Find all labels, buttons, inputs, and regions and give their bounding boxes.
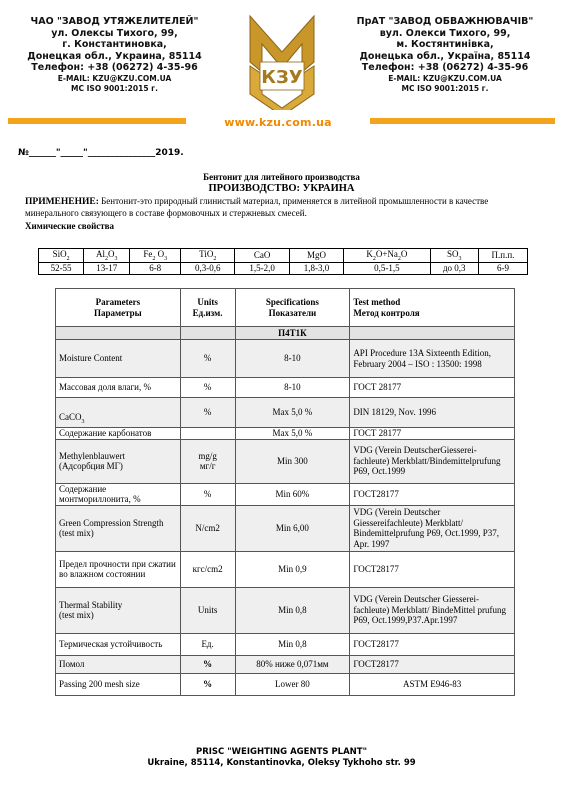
row-unit: % [180,398,235,428]
chem-header-row [39,249,528,263]
row-unit: кгс/cm2 [180,551,235,587]
row-unit [180,428,235,440]
specifications-table [55,288,515,696]
company-email-ua: E-MAIL: KZU@KZU.COM.UA [388,73,502,83]
row-method: ASTM E946-83 [350,673,515,695]
chem-properties-heading: Химические свойства [25,221,115,231]
grade-label: П4Т1К [235,327,350,340]
company-logo [246,10,318,110]
row-param: Термическая устойчивость [56,633,181,655]
row-method: ГОСТ 28177 [350,428,515,440]
row-method: VDG (Verein Deutscher Giesserei-fachleute) Merkblatt/ BindeMittel prufung P69, Oct.1999,P37.Apr.1997 [350,587,515,633]
company-street-ru: ул. Олексы Тихого, 99, [51,27,178,39]
header-left-company-block [2,16,227,94]
row-value: Min 0,8 [235,633,350,655]
chem-header-loi: П.п.п. [478,249,527,263]
row-param: CaCO$_3$ [56,398,181,428]
chem-header-k2o-na2o: $K_2O+Na_2O$ [344,249,430,263]
chem-header-cao: CaO [235,249,289,263]
chem-value: 0,5-1,5 [344,262,430,274]
orange-divider-left [8,118,186,124]
header-parameters: Parameters Параметры [56,289,181,327]
row-method: API Procedure 13A Sixteenth Edition, February 2004 – ISO : 13500: 1998 [350,340,515,378]
chem-value: 6-8 [130,262,181,274]
row-param: Moisture Content [56,340,181,378]
footer-address: Ukraine, 85114, Konstantinovka, Oleksy Tykhoho str. 99 [147,758,416,768]
row-method: VDG (Verein DeutscherGiesserei-fachleute) Merkblatt/Bindemittelprufung P69, Oct.1999 [350,439,515,483]
row-param: Содержание карбонатов [56,428,181,440]
table-row [56,428,515,440]
chem-value: 1,8-3,0 [289,262,343,274]
company-iso-ru: МС ISO 9001:2015 г. [71,83,158,93]
chem-header-al2o3: $Al_2O_3$ [84,249,130,263]
row-method: ГОСТ28177 [350,551,515,587]
chem-value: 52-55 [39,262,84,274]
row-value: 80% ниже 0,071мм [235,655,350,673]
row-value: Min 300 [235,439,350,483]
table-row [56,633,515,655]
row-value: Max 5,0 % [235,428,350,440]
row-unit: mg/g мг/г [180,439,235,483]
header-specifications: Specifications Показатели [235,289,350,327]
row-param: Содержание монтмориллонита, % [56,483,181,505]
row-unit: % [180,483,235,505]
document-subtitle: ПРОИЗВОДСТВО: УКРАИНА [208,183,355,194]
chem-value: 6-9 [478,262,527,274]
header-units: Units Ед.изм. [180,289,235,327]
row-method: ГОСТ28177 [350,633,515,655]
application-paragraph [25,196,540,219]
svg-text:КЗУ: КЗУ [261,67,303,88]
table-row [56,655,515,673]
row-param: Предел прочности при сжатии во влажном состоянии [56,551,181,587]
document-number-field: №______"_____"_______________2019. [18,148,184,158]
row-param: Помол [56,655,181,673]
row-value: Min 0,8 [235,587,350,633]
company-name-ru: ЧАО "ЗАВОД УТЯЖЕЛИТЕЛЕЙ" [30,16,199,27]
page-footer [0,747,563,769]
table-row [56,673,515,695]
table-row [56,483,515,505]
row-value: Lower 80 [235,673,350,695]
row-param: Methylenblauwert (Адсорбция МГ) [56,439,181,483]
chem-header-mgo: MgO [289,249,343,263]
website-link[interactable]: www.kzu.com.ua [224,116,332,129]
row-unit: % [180,340,235,378]
header-test-method: Test method Метод контроля [350,289,515,327]
table-row [56,340,515,378]
spec-header-row [56,289,515,327]
company-city-ru: г. Константиновка, [62,39,167,51]
chemical-composition-table [38,248,528,275]
row-unit: % [180,673,235,695]
row-param: Массовая доля влаги, % [56,378,181,398]
company-city-ua: м. Костянтинівка, [396,39,494,51]
row-param: Green Compression Strength (test mix) [56,505,181,551]
header-right-company-block [329,16,561,94]
table-row [56,587,515,633]
row-unit: N/cm2 [180,505,235,551]
row-method: ГОСТ28177 [350,483,515,505]
chem-header-tio2: TiO$_2$ [181,249,235,263]
row-unit: Ед. [180,633,235,655]
chem-header-fe2o3: $Fe_2$ $O_3$ [130,249,181,263]
row-method: ГОСТ28177 [350,655,515,673]
company-email-ru: E-MAIL: KZU@KZU.COM.UA [57,73,172,83]
row-value: Min 6,00 [235,505,350,551]
table-row [56,439,515,483]
chem-value: 13-17 [84,262,130,274]
company-street-ua: вул. Олекси Тихого, 99, [379,27,511,39]
chem-values-row [39,262,528,274]
row-unit: % [180,655,235,673]
table-row [56,378,515,398]
table-row [56,398,515,428]
grade-row [56,327,515,340]
chem-header-so3: $SO_3$ [430,249,478,263]
row-value: 8-10 [235,378,350,398]
row-value: Max 5,0 % [235,398,350,428]
row-unit: % [180,378,235,398]
company-region-ua: Донецька обл., Україна, 85114 [359,50,531,62]
row-param: Passing 200 mesh size [56,673,181,695]
table-row [56,505,515,551]
chem-value: до 0,3 [430,262,478,274]
company-phone-ru: Телефон: +38 (06272) 4-35-96 [31,62,198,74]
document-title: Бентонит для литейного производства [203,172,360,182]
chem-value: 1,5-2,0 [235,262,289,274]
company-iso-ua: МС ISO 9001:2015 г. [401,83,489,93]
company-name-ua: ПрАТ "ЗАВОД ОБВАЖНЮВАЧІВ" [356,16,534,27]
footer-company: PRISC "WEIGHTING AGENTS PLANT" [195,747,368,757]
row-method: ГОСТ 28177 [350,378,515,398]
application-text: Бентонит-это природный глинистый материал, применяется в литейной промышленности в качестве минерального связующего в составе формовочных и стержневых смесей. [25,196,489,218]
company-phone-ua: Телефон: +38 (06272) 4-35-96 [361,62,529,74]
row-unit: Units [180,587,235,633]
table-row [56,551,515,587]
row-value: Min 60% [235,483,350,505]
row-method: VDG (Verein Deutscher Giessereifachleute) Merkblatt/ Bindemittelprufung P69, Oct.1999, P37, Apr. 1997 [350,505,515,551]
company-region-ru: Донецкая обл., Украина, 85114 [27,50,202,62]
chem-header-sio2: SiO$_2$ [39,249,84,263]
chem-value: 0,3-0,6 [181,262,235,274]
row-param: Thermal Stability (test mix) [56,587,181,633]
row-value: 8-10 [235,340,350,378]
row-value: Min 0,9 [235,551,350,587]
orange-divider-right [370,118,555,124]
row-method: DIN 18129, Nov. 1996 [350,398,515,428]
application-label: ПРИМЕНЕНИЕ: [25,197,99,207]
